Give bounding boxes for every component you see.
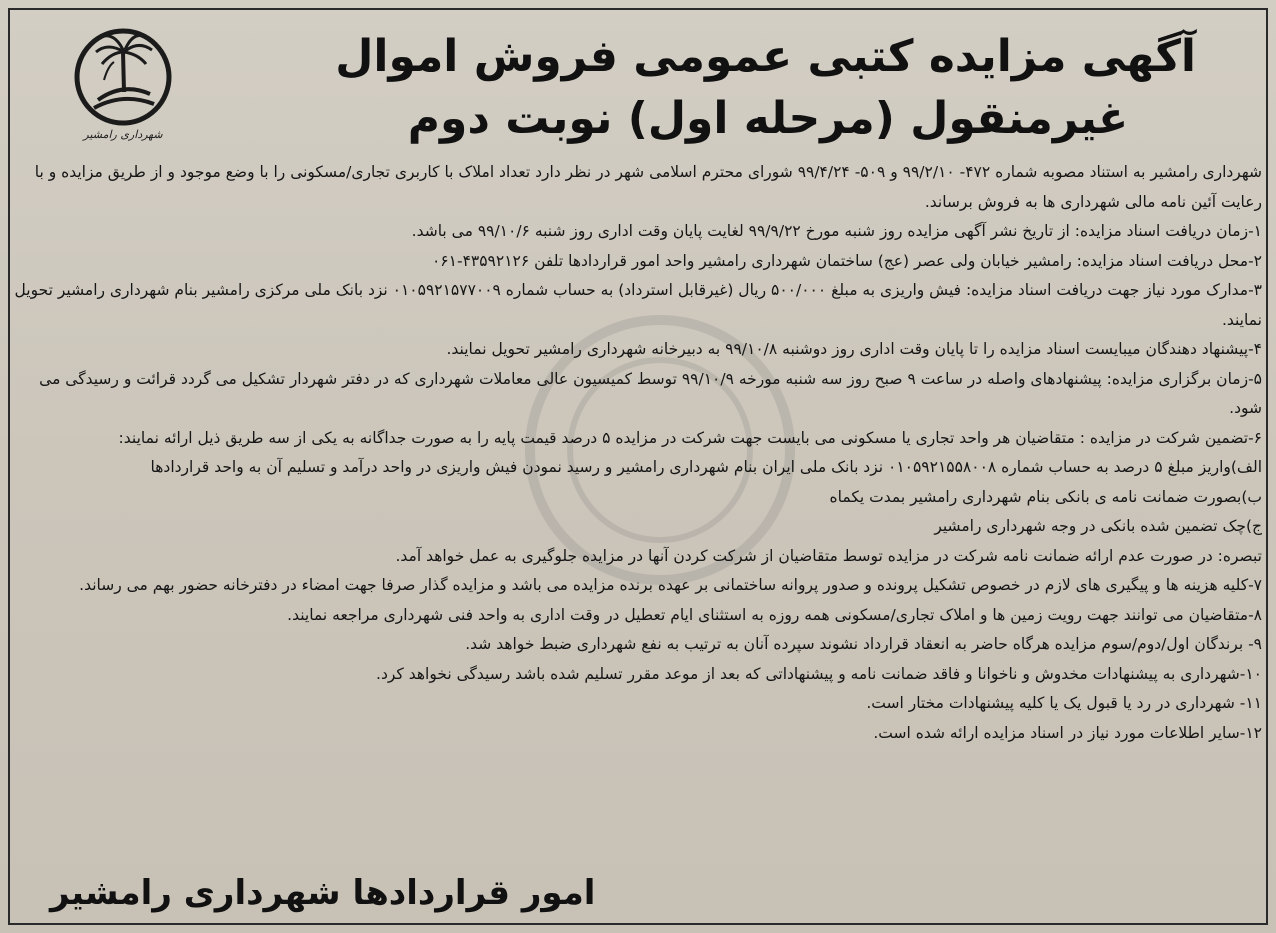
intro-paragraph: شهرداری رامشیر به استناد مصوبه شماره ۴۷۲- ۹۹/۲/۱۰ و ۵۰۹- ۹۹/۴/۲۴ شورای محترم اسلامی شهر در نظر دارد تعداد املاک با کاربری تجاری/مسکونی را با وضع موجود و از طریق مزایده و با رعایت آئین نامه مالی شهرداری ها به فروش برساند. bbox=[34, 163, 1262, 211]
item-6c: ج)چک تضمین شده بانکی در وجه شهرداری رامشیر bbox=[934, 517, 1262, 535]
item-4: ۴-پیشنهاد دهندگان میبایست اسناد مزایده را تا پایان وقت اداری روز دوشنبه ۹۹/۱۰/۸ به دبیرخانه شهرداری رامشیر تحویل نمایند. bbox=[446, 340, 1262, 358]
logo-caption: شهرداری رامشیر bbox=[83, 128, 163, 141]
item-6b: ب)بصورت ضمانت نامه ی بانکی بنام شهرداری رامشیر بمدت یکماه bbox=[829, 487, 1262, 506]
item-3: ۳-مدارک مورد نیاز جهت دریافت اسناد مزایده: فیش واریزی به مبلغ ۵۰۰/۰۰۰ ریال (غیرقابل استرداد) به حساب شماره ۰۱۰۵۹۲۱۵۷۷۰۰۹ نزد بانک ملی مرکزی رامشیر بنام شهرداری رامشیر تحویل نمایند. bbox=[14, 281, 1262, 329]
signature: امور قراردادها شهرداری رامشیر bbox=[50, 873, 596, 913]
note: تبصره: در صورت عدم ارائه ضمانت نامه شرکت در مزایده توسط متقاضیان از شرکت کردن آنها در مزایده جلوگیری به عمل خواهد آمد. bbox=[395, 546, 1262, 565]
item-2: ۲-محل دریافت اسناد مزایده: رامشیر خیابان ولی عصر (عج) ساختمان شهرداری رامشیر واحد امور قراردادها تلفن ۴۳۵۹۲۱۲۶-۰۶۱ bbox=[431, 251, 1262, 270]
item-8: ۸-متقاضیان می توانند جهت رویت زمین ها و املاک تجاری/مسکونی همه روزه به استثنای ایام تعطیل در وقت اداری به واحد فنی شهرداری مراجعه نمایند. bbox=[287, 605, 1262, 624]
notice-title bbox=[335, 26, 1196, 150]
item-9: ۹- برندگان اول/دوم/سوم مزایده هرگاه حاضر به انعقاد قرارداد نشوند سپرده آنان به ترتیب به نفع شهرداری ضبط خواهد شد. bbox=[465, 635, 1262, 653]
title-line-2: غیرمنقول (مرحله اول) نوبت دوم bbox=[407, 93, 1129, 144]
item-6a: الف)واریز مبلغ ۵ درصد به حساب شماره ۰۱۰۵۹۲۱۵۵۸۰۰۸ نزد بانک ملی ایران بنام شهرداری رامشیر و رسید نمودن فیش واریزی در واحد درآمد و تسلیم آن به واحد قراردادها bbox=[150, 458, 1262, 476]
item-12: ۱۲-سایر اطلاعات مورد نیاز در اسناد مزایده ارائه شده است. bbox=[873, 723, 1262, 742]
item-11: ۱۱- شهرداری در رد یا قبول یک یا کلیه پیشنهادات مختار است. bbox=[866, 694, 1262, 712]
item-1: ۱-زمان دریافت اسناد مزایده: از تاریخ نشر آگهی مزایده روز شنبه مورخ ۹۹/۹/۲۲ لغایت پایان وقت اداری روز شنبه ۹۹/۱۰/۶ می باشد. bbox=[411, 222, 1262, 240]
title-line-1: آگهی مزایده کتبی عمومی فروش اموال bbox=[335, 31, 1196, 82]
item-5: ۵-زمان برگزاری مزایده: پیشنهادهای واصله در ساعت ۹ صبح روز سه شنبه مورخه ۹۹/۱۰/۹ توسط کمیسیون عالی معاملات شهرداری که در دفتر شهردار تشکیل می گردد قرائت و رسیدگی می شود. bbox=[39, 369, 1262, 417]
item-6: ۶-تضمین شرکت در مزایده : متقاضیان هر واحد تجاری یا مسکونی می بایست جهت شرکت در مزایده ۵ درصد قیمت پایه را به صورت جداگانه به یکی از سه طریق ذیل ارائه نمایند: bbox=[118, 428, 1262, 447]
municipality-logo bbox=[68, 22, 178, 152]
item-10: ۱۰-شهرداری به پیشنهادات مخدوش و ناخوانا و فاقد ضمانت نامه و پیشنهاداتی که بعد از موعد مقرر تسلیم شده باشد رسیدگی نخواهد کرد. bbox=[376, 664, 1262, 683]
item-7: ۷-کلیه هزینه ها و پیگیری های لازم در خصوص تشکیل پرونده و صدور پروانه ساختمانی بر عهده برنده مزایده می باشد و مزایده گذار صرفا جهت امضاء در دفترخانه حضور بهم می رساند. bbox=[79, 576, 1262, 594]
notice-body bbox=[14, 158, 1262, 748]
header bbox=[10, 8, 1266, 160]
palm-tree-icon bbox=[68, 22, 178, 132]
